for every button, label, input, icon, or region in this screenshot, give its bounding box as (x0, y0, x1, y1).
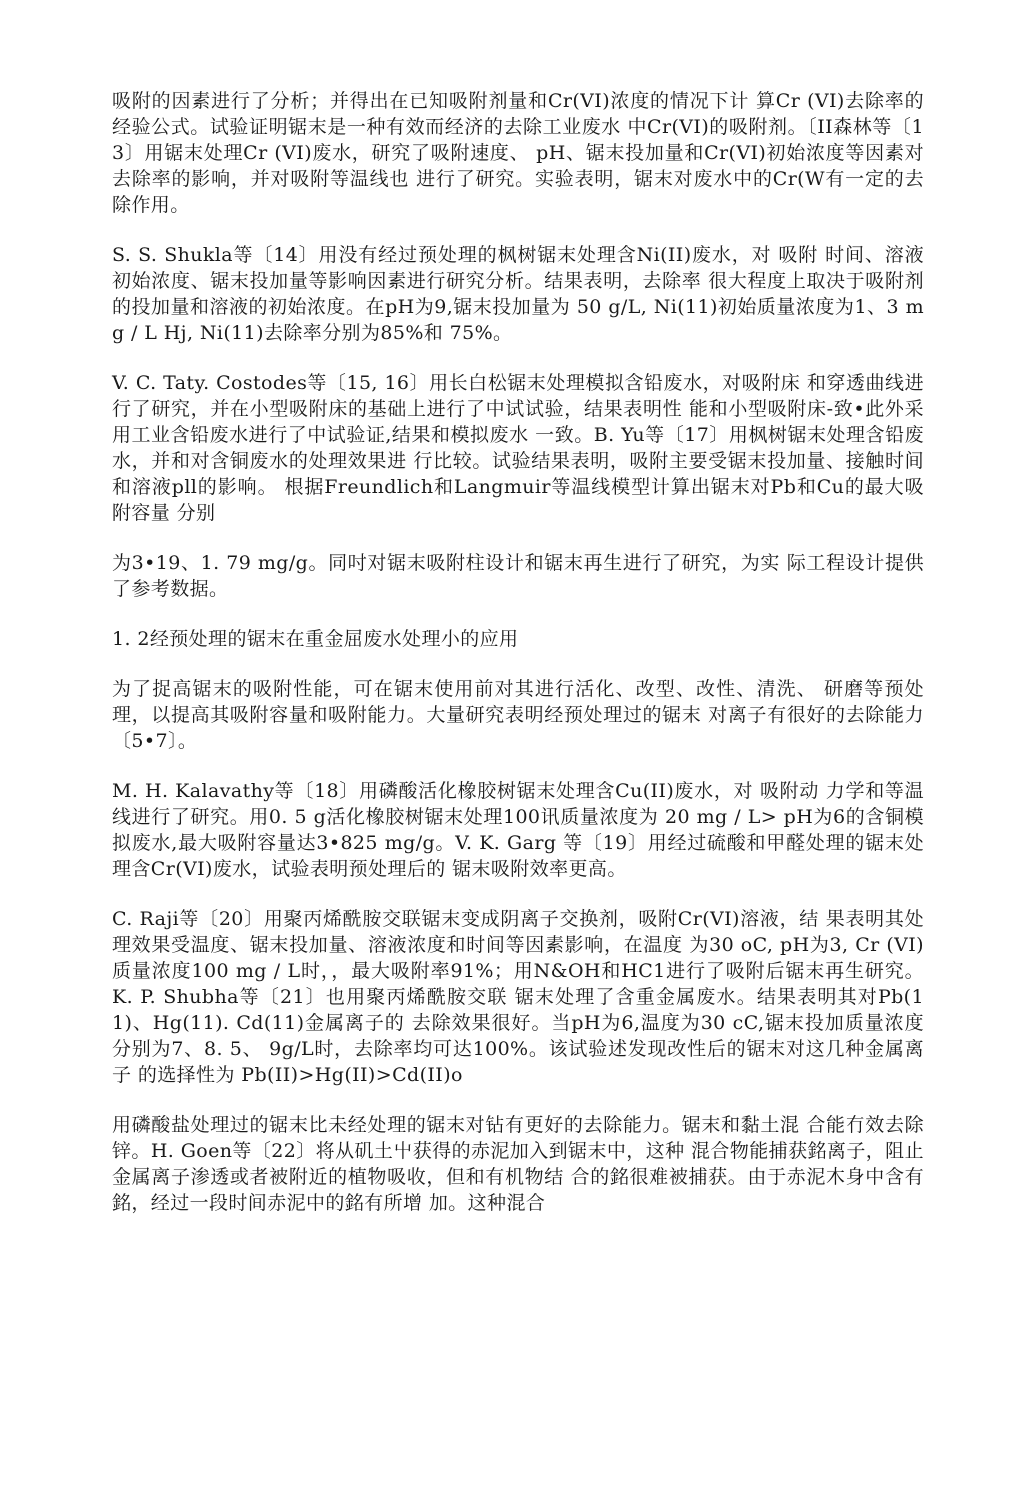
paragraph-phosphate-treatment: 用磷酸盐处理过的锯末比未经处理的锯末对钻有更好的去除能力。锯末和黏土混 合能冇效去除锌。H. Goen等〔22〕将从矶土屮获得的赤泥加入到锯末中，这种 混合物能捕获銘离子，阻止金属离子渗透或者被附近的植物吸收，但和有机物结 合的銘很难被捕获。由于赤泥木身中含有銘，经过一段时间赤泥中的銘有所增 加。这种混合 (112, 1114, 924, 1214)
paragraph-costodes-lead: V. C. Taty. Costodes等〔15, 16〕用长白松锯末处理模拟含铅废水，对吸附床 和穿透曲线进行了研究，并在小型吸附床的基础上进行了中试试验，结果表明性 能和小型吸附床-致•此外采用工业含铅废水进行了中试验证,结果和模拟废水 一致。B. Yu等〔17〕用枫树锯末处理含铅废水，并和对含铜废水的处理效果进 行比较。试验结果表明，吸附主要受锯末投加量、接触时间和溶液pll的影响。 根据Freundlich和Langmuir等温线模型计算出锯末对Pb和Cu的最大吸附容量 分别 (112, 372, 924, 524)
paragraph-cr-analysis: 吸附的因素进行了分析；并得出在已知吸附剂量和Cr(VI)浓度的情况下计 算Cr (VI)去除率的经验公式。试验证明锯末是一种有效而经济的去除工业废水 中Cr(VI)的吸附剂。〔II森林等〔13〕用锯末处理Cr (VI)废水，研究了吸附速度、 pH、锯末投加量和Cr(VI)初始浓度等因素对去除率的影响，并对吸附等温线也 进行了研究。实验表明，锯末对废水中的Cr(W有一定的去除作用。 (112, 90, 924, 216)
paragraph-kalavathy-copper: M. H. Kalavathy等〔18〕用磷酸活化橡胶树锯末处理含Cu(II)废水，对 吸附动 力学和等温线进行了研究。用0. 5 g活化橡胶树锯末处理100讯质量浓度为 20 mg / L> pH为6的含铜模拟废水,最大吸附容量达3•825 mg/g。V. K. Garg 等〔19〕用经过硫酸和甲醛处理的锯末处理含Cr(VI)废水，试验表明预处理后的 锯末吸附效率更高。 (112, 780, 924, 880)
paragraph-shukla-nickel: S. S. Shukla等〔14〕用没有经过预处理的枫树锯末处理含Ni(II)废水，对 吸附 时间、溶液初始浓度、锯末投加量等影响因素进行研究分析。结果表明，去除率 很大程度上取决于吸附剂的投加量和溶液的初始浓度。在pH为9,锯末投加量为 50 g/L, Ni(11)初始质量浓度为1、3 mg / L Hj, Ni(11)去除率分别为85%和 75%。 (112, 244, 924, 344)
section-heading-1-2: 1. 2经预处理的锯末在重金屈废水处理小的应用 (112, 628, 519, 650)
paragraph-adsorption-capacity: 为3•19、1. 79 mg/g。同吋对锯末吸附柱设计和锯末再生进行了研究，为实 际工程设计提供了参考数据。 (112, 552, 924, 600)
document-page (112, 88, 924, 1240)
paragraph-raji-chromium: C. Raji等〔20〕用聚丙烯酰胺交联锯末变成阴离子交换剂，吸附Cr(VI)溶液，结 果表明其处理效果受温度、锯末投加量、溶液浓度和时间等因素影响，在温度 为30 oC, pH为3, Cr (VI)质量浓度100 mg / L时，，最大吸附率91%；用N&OH和HC1进行了吸附后锯末再生研究。K. P. Shubha等〔21〕也用聚丙烯酰胺交联 锯末处理了含重金属废水。结果表明其对Pb(11)、Hg(11). Cd(11)金属离子的 去除效果很好。当pH为6,温度为30 cC,锯末投加质量浓度分别为7、8. 5、 9g/L时，去除率均可达100%。该试验述发现改性后的锯末对这几种金属离子 的选择性为 Pb(II)>Hg(II)>Cd(II)o (112, 908, 924, 1086)
paragraph-pretreatment: 为了捉高锯末的吸附性能，可在锯末使用前对其进行活化、改型、改性、清洗、 研磨等预处理，以提高其吸附容量和吸附能力。大量研究表明经预处理过的锯末 对离子有很好的去除能力〔5•7〕。 (112, 678, 924, 752)
